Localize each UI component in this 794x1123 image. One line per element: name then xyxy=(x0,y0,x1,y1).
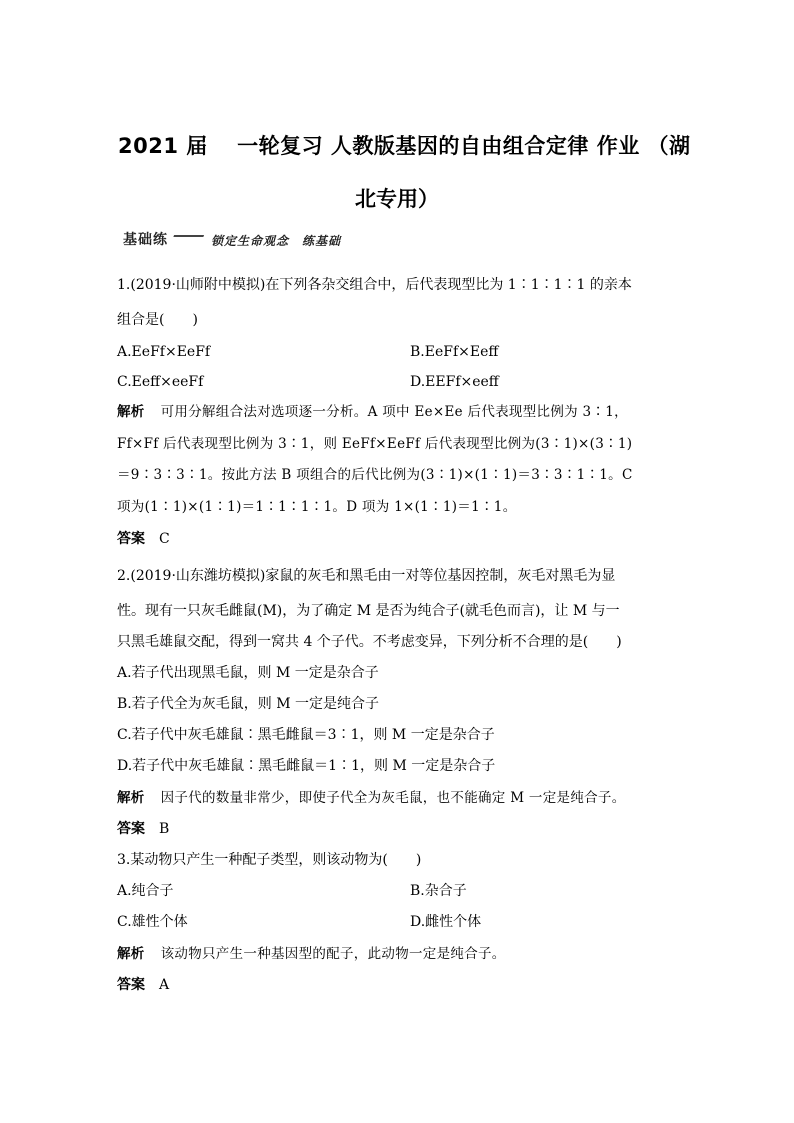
q2-option-b: B.若子代全为灰毛鼠，则 M 一定是纯合子 xyxy=(117,696,379,712)
q2-analysis-label: 解析 xyxy=(117,790,145,806)
q3-answer-value: A xyxy=(159,977,170,993)
q1-stem-line2: 组合是( ) xyxy=(117,312,198,328)
q2-option-c: C.若子代中灰毛雄鼠∶黑毛雌鼠＝3∶1，则 M 一定是杂合子 xyxy=(117,727,495,743)
q3-stem-line1: 3.某动物只产生一种配子类型，则该动物为( ) xyxy=(117,852,422,868)
q3-analysis xyxy=(117,944,506,964)
q3-analysis-text1: 该动物只产生一种基因型的配子，此动物一定是纯合子。 xyxy=(160,946,506,962)
q2-answer xyxy=(117,819,169,839)
q1-option-d: D.EEFf×eeff xyxy=(410,374,499,390)
q1-stem-line1: 1.(2019·山师附中模拟)在下列各杂交组合中，后代表现型比为 1∶1∶1∶1 的亲本 xyxy=(117,277,632,293)
document-title-line2: 北专用） xyxy=(355,187,439,211)
q1-analysis-text1: 可用分解组合法对选项逐一分析。A 项中 Ee×Ee 后代表现型比例为 3∶1， xyxy=(160,404,628,420)
q3-answer xyxy=(117,975,169,995)
q2-analysis-text1: 因子代的数量非常少，即使子代全为灰毛鼠，也不能确定 M 一定是纯合子。 xyxy=(160,790,626,806)
q1-analysis-line2: Ff×Ff 后代表现型比例为 3∶1，则 EeFf×EeFf 后代表现型比例为(3∶1)×(3∶1) xyxy=(117,436,633,452)
q1-option-c: C.Eeff×eeFf xyxy=(117,374,204,390)
q2-stem-line2: 性。现有一只灰毛雌鼠(M)，为了确定 M 是否为纯合子(就毛色而言)，让 M 与一 xyxy=(117,603,620,619)
q1-answer-label: 答案 xyxy=(117,531,145,547)
q3-option-a: A.纯合子 xyxy=(117,883,174,899)
q2-analysis xyxy=(117,788,626,808)
q3-analysis-label: 解析 xyxy=(117,946,145,962)
q2-option-a: A.若子代出现黑毛鼠，则 M 一定是杂合子 xyxy=(117,665,379,681)
q3-option-b: B.杂合子 xyxy=(410,883,467,899)
document-title-line1: 2021 届 一轮复习 人教版基因的自由组合定律 作业 （湖 xyxy=(118,134,691,158)
q3-option-d: D.雌性个体 xyxy=(410,914,482,930)
section-tagline: 锁定生命观念 练基础 xyxy=(211,234,342,248)
q2-option-d: D.若子代中灰毛雄鼠∶黑毛雌鼠＝1∶1，则 M 一定是杂合子 xyxy=(117,758,496,774)
q1-answer xyxy=(117,529,170,549)
section-badge: 基础练 xyxy=(123,232,168,248)
q1-answer-value: C xyxy=(159,531,170,547)
q1-option-b: B.EeFf×Eeff xyxy=(410,344,499,360)
banner-arrow-icon xyxy=(172,235,204,241)
q2-answer-label: 答案 xyxy=(117,821,145,837)
q2-answer-value: B xyxy=(159,821,170,837)
q2-stem-line3: 只黑毛雄鼠交配，得到一窝共 4 个子代。不考虑变异，下列分析不合理的是( ) xyxy=(117,634,622,650)
q3-option-c: C.雄性个体 xyxy=(117,914,188,930)
q1-analysis-label: 解析 xyxy=(117,404,145,420)
q1-option-a: A.EeFf×EeFf xyxy=(117,344,211,360)
q2-stem-line1: 2.(2019·山东潍坊模拟)家鼠的灰毛和黑毛由一对等位基因控制，灰毛对黑毛为显 xyxy=(117,568,616,584)
q3-answer-label: 答案 xyxy=(117,977,145,993)
q1-analysis-line1 xyxy=(117,402,628,422)
q1-analysis-line4: 项为(1∶1)×(1∶1)＝1∶1∶1∶1。D 项为 1×(1∶1)＝1∶1。 xyxy=(117,499,517,515)
section-banner xyxy=(123,229,363,249)
q1-analysis-line3: ＝9∶3∶3∶1。按此方法 B 项组合的后代比例为(3∶1)×(1∶1)＝3∶3∶1∶1。C xyxy=(117,467,633,483)
